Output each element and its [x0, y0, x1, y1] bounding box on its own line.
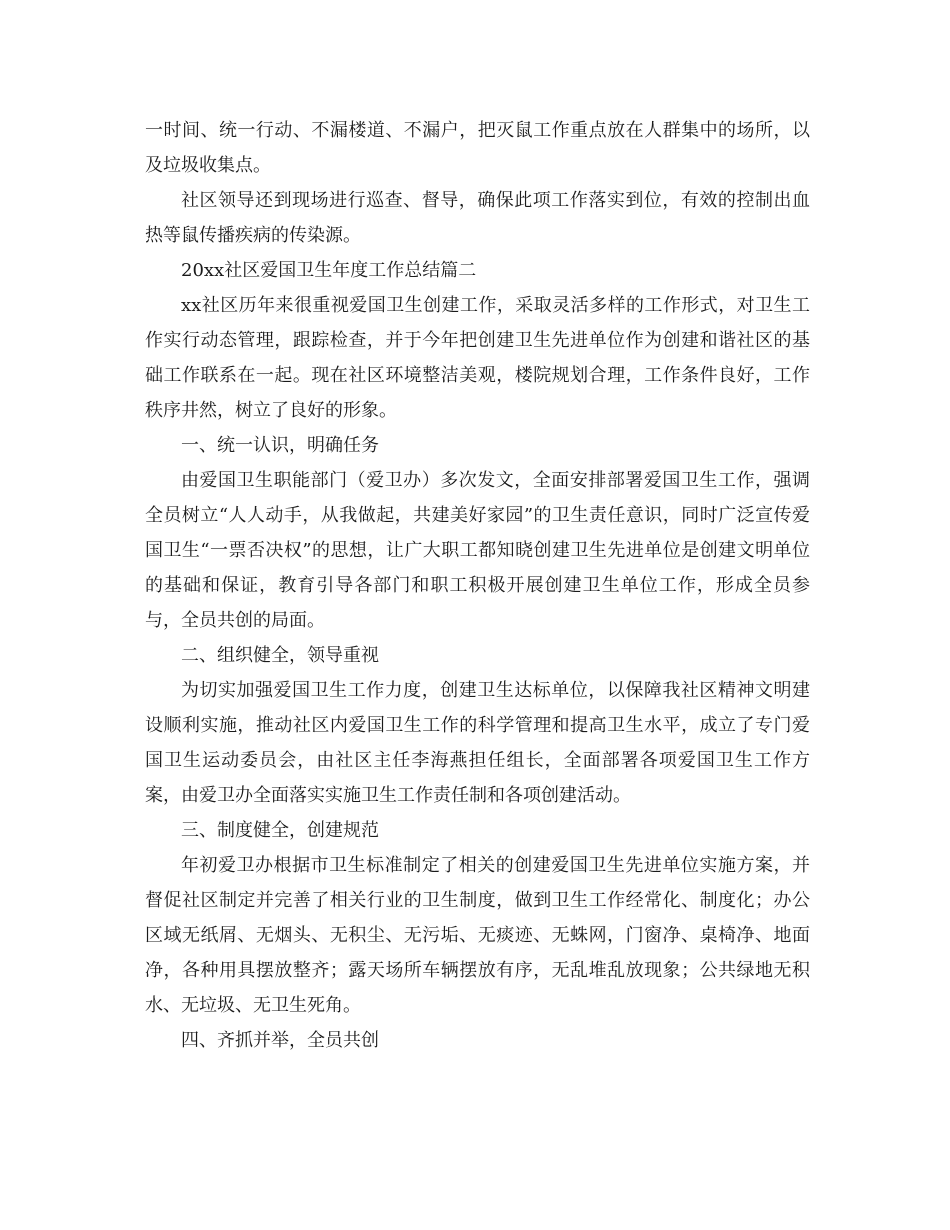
paragraph-intro: xx社区历年来很重视爱国卫生创建工作，采取灵活多样的工作形式，对卫生工作实行动态管理，跟踪检查，并于今年把创建卫生先进单位作为创建和谐社区的基础工作联系在一起。现在社区环境整洁美观，楼院规划合理，工作条件良好，工作秩序井然，树立了良好的形象。	[145, 295, 810, 421]
heading-one: 一、统一认识，明确任务	[181, 435, 379, 456]
document-body	[145, 113, 810, 1058]
section-title-part-two: 20xx社区爱国卫生年度工作总结篇二	[181, 260, 477, 281]
heading-four: 四、齐抓并举，全员共创	[181, 1030, 379, 1051]
paragraph-inspection: 社区领导还到现场进行巡查、督导，确保此项工作落实到位，有效的控制出血热等鼠传播疾病的传染源。	[145, 190, 810, 246]
paragraph-two: 为切实加强爱国卫生工作力度，创建卫生达标单位，以保障我社区精神文明建设顺利实施，推动社区内爱国卫生工作的科学管理和提高卫生水平，成立了专门爱国卫生运动委员会，由社区主任李海燕担任组长，全面部署各项爱国卫生工作方案，由爱卫办全面落实实施卫生工作责任制和各项创建活动。	[145, 680, 810, 806]
paragraph-three: 年初爱卫办根据市卫生标准制定了相关的创建爱国卫生先进单位实施方案，并督促社区制定并完善了相关行业的卫生制度，做到卫生工作经常化、制度化；办公区域无纸屑、无烟头、无积尘、无污垢、无痰迹、无蛛网，门窗净、桌椅净、地面净，各种用具摆放整齐；露天场所车辆摆放有序，无乱堆乱放现象；公共绿地无积水、无垃圾、无卫生死角。	[145, 855, 810, 1016]
heading-two: 二、组织健全，领导重视	[181, 645, 379, 666]
heading-three: 三、制度健全，创建规范	[181, 820, 379, 841]
paragraph-one: 由爱国卫生职能部门（爱卫办）多次发文，全面安排部署爱国卫生工作，强调全员树立“人人动手，从我做起，共建美好家园”的卫生责任意识，同时广泛宣传爱国卫生“一票否决权”的思想，让广大职工都知晓创建卫生先进单位是创建文明单位的基础和保证，教育引导各部门和职工积极开展创建卫生单位工作，形成全员参与，全员共创的局面。	[145, 470, 810, 631]
paragraph-continuation: 一时间、统一行动、不漏楼道、不漏户，把灭鼠工作重点放在人群集中的场所，以及垃圾收集点。	[145, 120, 810, 176]
